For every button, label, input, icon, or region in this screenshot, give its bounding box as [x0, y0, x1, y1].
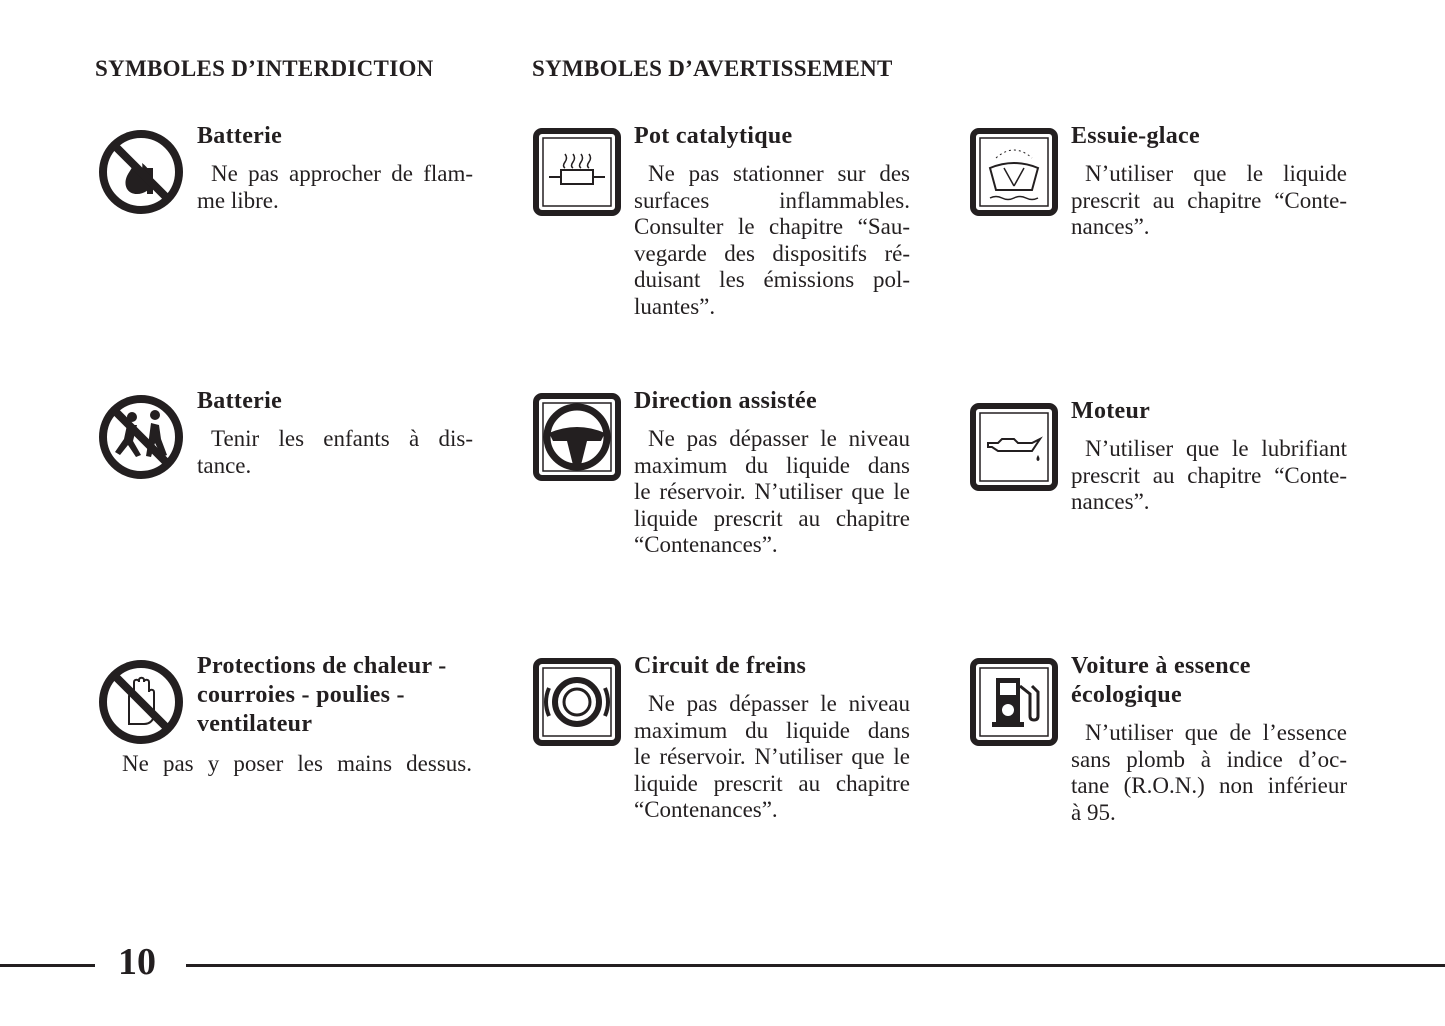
warning-symbols-heading: SYMBOLES D’AVERTISSEMENT	[532, 56, 893, 81]
title-line: écologique	[1071, 682, 1182, 708]
description-line: nances”.	[1071, 214, 1150, 240]
symbol-title	[197, 122, 473, 151]
symbol-title	[1071, 397, 1347, 426]
page-number: 10	[118, 941, 156, 983]
description-line: à 95.	[1071, 799, 1116, 825]
description-line: Tenir les enfants à dis-	[211, 426, 473, 451]
description-line: N’utiliser que le liquide	[1085, 161, 1347, 186]
symbol-title	[1071, 122, 1347, 151]
title-line: Pot catalytique	[634, 123, 793, 149]
title-line: Voiture à essence	[1071, 653, 1251, 679]
symbol-title	[634, 387, 910, 416]
description-line: maximum du liquide dans	[634, 717, 910, 743]
symbol-description	[1071, 436, 1347, 516]
symbol-entry	[1071, 652, 1347, 826]
description-line: Consulter le chapitre “Sau-	[634, 214, 910, 240]
title-line: Batterie	[197, 388, 283, 414]
description-line: N’utiliser que de l’essence	[1085, 720, 1347, 745]
description-line: duisant les émissions pol-	[634, 267, 910, 293]
windscreen-washer-icon	[970, 128, 1058, 216]
footer-rule-right	[186, 964, 1445, 967]
symbol-entry	[1071, 122, 1347, 241]
description-line: le réservoir. N’utiliser que le	[634, 744, 910, 770]
symbol-description	[634, 691, 910, 824]
title-line: ventilateur	[197, 711, 313, 737]
description-line: prescrit au chapitre “Conte-	[1071, 187, 1347, 213]
catalytic-converter-icon	[533, 128, 621, 216]
symbol-title	[197, 652, 473, 739]
symbol-description	[1071, 161, 1347, 241]
title-line: Protections de chaleur -	[197, 653, 447, 679]
description-line: tane (R.O.N.) non inférieur	[1071, 773, 1347, 799]
symbol-title	[197, 387, 473, 416]
symbol-description	[197, 426, 473, 479]
title-line: Moteur	[1071, 398, 1151, 424]
description-line: luantes”.	[634, 293, 716, 319]
symbol-title	[634, 122, 910, 151]
symbol-entry	[634, 387, 910, 559]
title-line: Direction assistée	[634, 388, 817, 414]
symbol-entry	[197, 387, 473, 479]
no-flame-icon	[97, 128, 185, 216]
symbol-description	[108, 751, 472, 778]
symbol-description	[634, 426, 910, 559]
title-line: Batterie	[197, 123, 283, 149]
description-line: N’utiliser que le lubrifiant	[1085, 436, 1347, 461]
description-line: liquide prescrit au chapitre	[634, 505, 910, 531]
keep-children-away-icon	[97, 393, 185, 481]
no-hands-icon	[97, 658, 185, 746]
prohibition-symbols-heading: SYMBOLES D’INTERDICTION	[95, 56, 434, 81]
description-line: vegarde des dispositifs ré-	[634, 240, 910, 266]
description-line: surfaces inflammables.	[634, 187, 910, 213]
unleaded-fuel-icon	[970, 658, 1058, 746]
description-line: Ne pas dépasser le niveau	[648, 426, 910, 451]
title-line: courroies - poulies -	[197, 682, 405, 708]
symbol-entry	[634, 652, 910, 824]
description-line: me libre.	[197, 187, 279, 213]
symbol-description	[1071, 720, 1347, 826]
symbol-description	[634, 161, 910, 321]
description-line: Ne pas y poser les mains dessus.	[122, 751, 472, 776]
description-line: maximum du liquide dans	[634, 452, 910, 478]
brake-circuit-icon	[533, 658, 621, 746]
description-line: tance.	[197, 452, 252, 478]
description-line: prescrit au chapitre “Conte-	[1071, 462, 1347, 488]
symbol-entry	[122, 652, 473, 778]
title-line: Circuit de freins	[634, 653, 807, 679]
description-line: nances”.	[1071, 489, 1150, 515]
symbol-entry	[1071, 397, 1347, 516]
description-line: Ne pas dépasser le niveau	[648, 691, 910, 716]
description-line: “Contenances”.	[634, 797, 778, 823]
symbol-entry	[634, 122, 910, 321]
symbol-title	[1071, 652, 1347, 710]
symbol-entry	[197, 122, 473, 214]
steering-wheel-icon	[533, 393, 621, 481]
description-line: Ne pas stationner sur des	[648, 161, 910, 186]
footer-rule-left	[0, 964, 95, 967]
symbol-description	[197, 161, 473, 214]
engine-oil-icon	[970, 403, 1058, 491]
description-line: “Contenances”.	[634, 532, 778, 558]
title-line: Essuie-glace	[1071, 123, 1200, 149]
description-line: liquide prescrit au chapitre	[634, 770, 910, 796]
description-line: le réservoir. N’utiliser que le	[634, 479, 910, 505]
description-line: Ne pas approcher de flam-	[211, 161, 473, 186]
description-line: sans plomb à indice d’oc-	[1071, 746, 1347, 772]
symbol-title	[634, 652, 910, 681]
